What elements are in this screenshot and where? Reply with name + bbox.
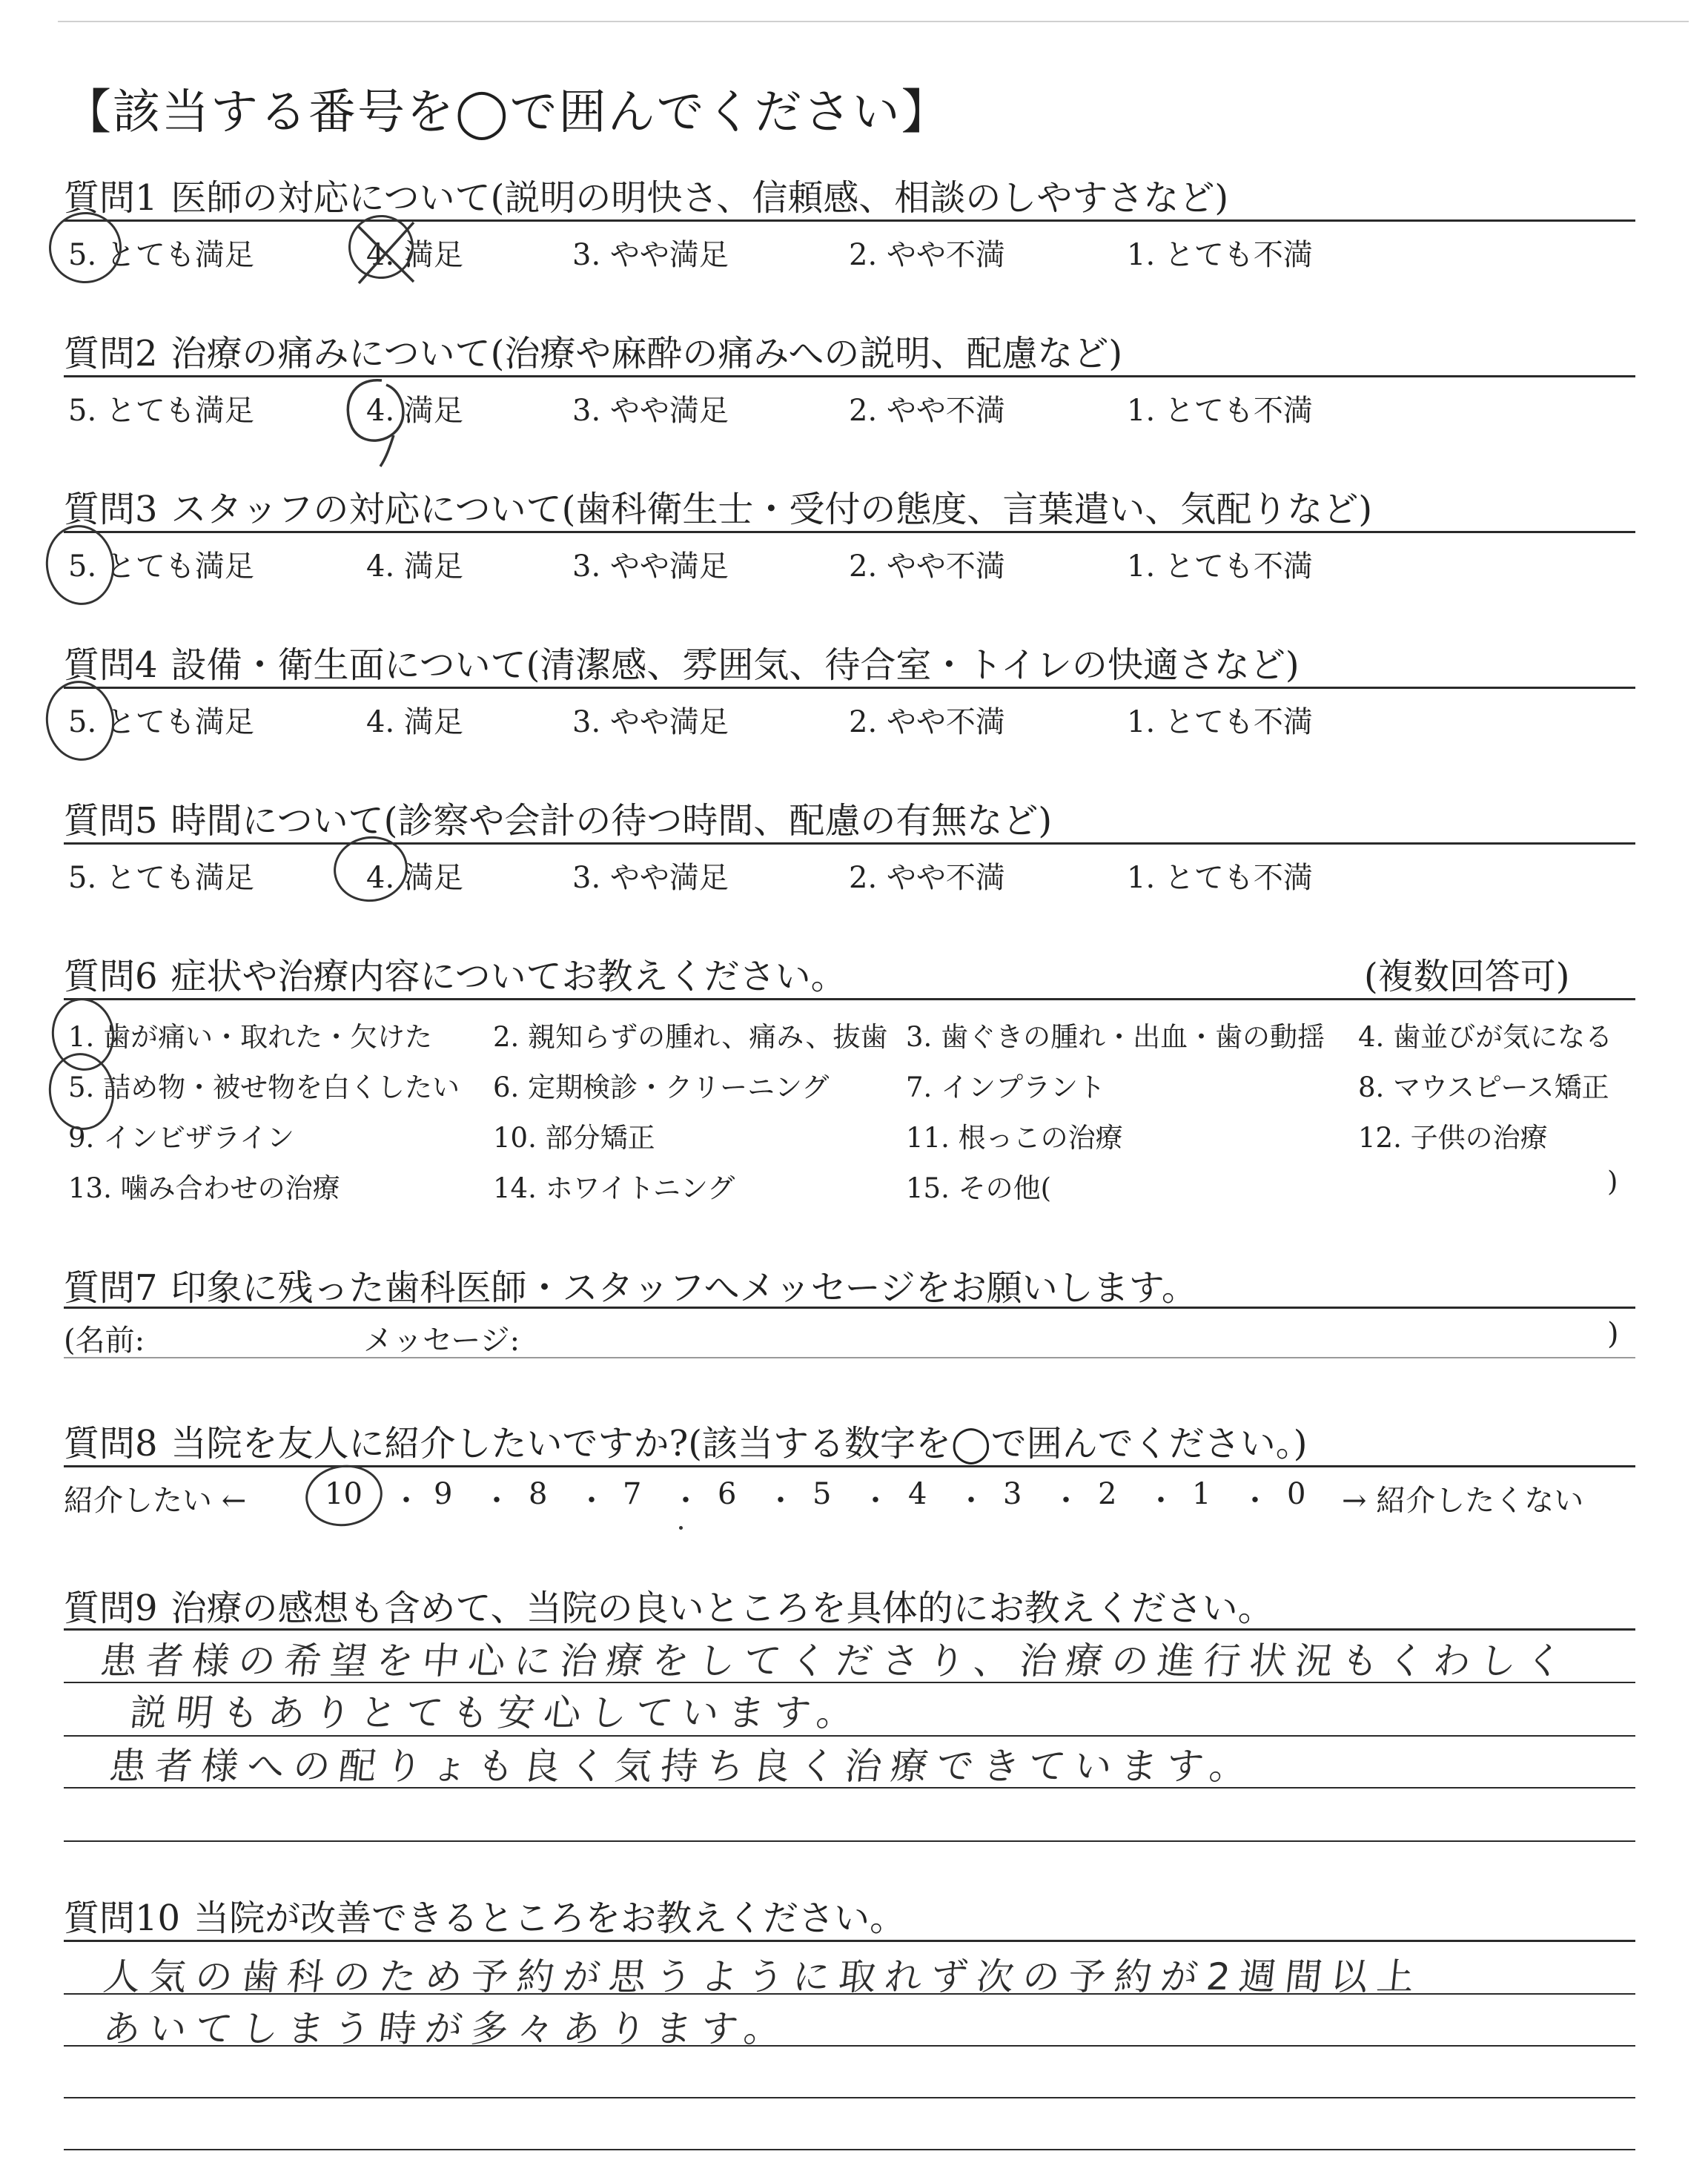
q8-circle-mark bbox=[302, 1460, 386, 1531]
question-6-rule bbox=[64, 998, 1635, 1000]
q6-option-1[interactable]: 1. 歯が痛い・取れた・欠けた bbox=[68, 1021, 433, 1053]
question-1-rule bbox=[64, 219, 1635, 222]
q8-scale-4[interactable]: 4 bbox=[908, 1477, 927, 1511]
q6-option-2[interactable]: 2. 親知らずの腫れ、痛み、抜歯 bbox=[493, 1021, 888, 1053]
question-2-rule bbox=[64, 375, 1635, 377]
q8-scale-0[interactable]: 0 bbox=[1287, 1477, 1306, 1511]
q1-option-1[interactable]: 1. とても不満 bbox=[1127, 238, 1313, 272]
question-6-note: (複数回答可) bbox=[1364, 956, 1570, 997]
question-2-title bbox=[64, 325, 1122, 376]
q8-scale-sep: ・ bbox=[1051, 1484, 1081, 1518]
question-7-number: 質問7 bbox=[64, 1267, 158, 1309]
q2-option-3[interactable]: 3. やや満足 bbox=[572, 394, 729, 428]
question-6-text: 症状や治療内容についてお教えください。 bbox=[171, 956, 847, 997]
question-5-number: 質問5 bbox=[64, 800, 158, 842]
q10-answer-line-2-text: あいてしまう時が多々あります。 bbox=[101, 2007, 792, 2050]
q1-cross-mark bbox=[348, 217, 423, 291]
question-10-rule bbox=[64, 1940, 1635, 1942]
q7-name-label: (名前: bbox=[64, 1324, 145, 1358]
question-10-title bbox=[64, 1889, 905, 1941]
question-8-title bbox=[64, 1415, 1307, 1466]
question-2-text: 治療の痛みについて(治療や麻酔の痛みへの説明、配慮など) bbox=[171, 333, 1123, 374]
question-8-rule bbox=[64, 1465, 1635, 1467]
question-5-rule bbox=[64, 842, 1635, 845]
q8-scale-sep: ・ bbox=[391, 1484, 421, 1518]
q5-option-3[interactable]: 3. やや満足 bbox=[572, 861, 729, 895]
q6-option-12[interactable]: 12. 子供の治療 bbox=[1358, 1122, 1548, 1154]
q6-option-3[interactable]: 3. 歯ぐきの腫れ・出血・歯の動揺 bbox=[906, 1021, 1325, 1053]
question-8-text: 当院を友人に紹介したいですか?(該当する数字を◯で囲んでください。) bbox=[171, 1423, 1308, 1464]
q6-option-10[interactable]: 10. 部分矯正 bbox=[493, 1122, 655, 1154]
q9-answer-line-2-text: 説明もありとても安心しています。 bbox=[128, 1691, 865, 1734]
q6-option-8[interactable]: 8. マウスピース矯正 bbox=[1358, 1071, 1609, 1103]
q2-option-5[interactable]: 5. とても満足 bbox=[68, 394, 254, 428]
question-6-number: 質問6 bbox=[64, 956, 158, 997]
q4-option-4[interactable]: 4. 満足 bbox=[366, 705, 463, 739]
q2-option-4[interactable]: 4. 満足 bbox=[366, 394, 463, 428]
q5-option-2[interactable]: 2. やや不満 bbox=[849, 861, 1005, 895]
q3-option-5[interactable]: 5. とても満足 bbox=[68, 549, 254, 584]
question-5-text: 時間について(診察や会計の待つ時間、配慮の有無など) bbox=[171, 800, 1053, 842]
question-4-text: 設備・衛生面について(清潔感、雰囲気、待合室・トイレの快適さなど) bbox=[171, 644, 1300, 686]
q4-option-3[interactable]: 3. やや満足 bbox=[572, 705, 729, 739]
q8-scale-5[interactable]: 5 bbox=[812, 1477, 832, 1511]
q5-option-5[interactable]: 5. とても満足 bbox=[68, 861, 254, 895]
q8-scale-sep: ・ bbox=[671, 1484, 701, 1518]
page-header: 【該当する番号を◯で囲んでください】 bbox=[64, 85, 950, 140]
q9-answer-line-3-text: 患者様への配りょも良く気持ち良く治療できています。 bbox=[107, 1745, 1258, 1788]
q8-scale-2[interactable]: 2 bbox=[1098, 1477, 1117, 1511]
q9-answer-line-4 bbox=[64, 1840, 1635, 1842]
q4-circle-mark bbox=[41, 676, 119, 765]
q7-message-label: メッセージ: bbox=[363, 1324, 520, 1358]
q3-circle-mark bbox=[41, 521, 119, 610]
q6-option-9[interactable]: 9. インビザライン bbox=[68, 1122, 294, 1154]
q8-left-label: 紹介したい ← bbox=[64, 1484, 247, 1518]
q8-scale-sep: ・ bbox=[861, 1484, 890, 1518]
q1-option-4[interactable]: 4. 満足 bbox=[366, 238, 463, 272]
q6-option-11[interactable]: 11. 根っこの治療 bbox=[906, 1122, 1123, 1154]
top-border bbox=[58, 21, 1689, 22]
q4-option-1[interactable]: 1. とても不満 bbox=[1127, 705, 1313, 739]
q8-scale-9[interactable]: 9 bbox=[434, 1477, 453, 1511]
question-7-rule bbox=[64, 1307, 1635, 1309]
stray-dot bbox=[679, 1526, 683, 1530]
q2-option-2[interactable]: 2. やや不満 bbox=[849, 394, 1005, 428]
question-7-title bbox=[64, 1259, 1197, 1310]
question-4-number: 質問4 bbox=[64, 644, 158, 686]
question-1-number: 質問1 bbox=[64, 177, 158, 219]
question-10-text: 当院が改善できるところをお教えください。 bbox=[193, 1898, 906, 1939]
q4-option-2[interactable]: 2. やや不満 bbox=[849, 705, 1005, 739]
q6-option-7[interactable]: 7. インプラント bbox=[906, 1071, 1106, 1103]
q3-option-3[interactable]: 3. やや満足 bbox=[572, 549, 729, 584]
q8-scale-sep: ・ bbox=[577, 1484, 606, 1518]
q7-close-paren: ) bbox=[1607, 1317, 1619, 1351]
q2-option-1[interactable]: 1. とても不満 bbox=[1127, 394, 1313, 428]
question-6-title bbox=[64, 948, 847, 999]
question-4-rule bbox=[64, 687, 1635, 689]
q6-option-15[interactable]: 15. その他( bbox=[906, 1172, 1052, 1204]
q3-option-4[interactable]: 4. 満足 bbox=[366, 549, 463, 584]
q8-scale-7[interactable]: 7 bbox=[623, 1477, 642, 1511]
q6-option-13[interactable]: 13. 噛み合わせの治療 bbox=[68, 1172, 340, 1204]
q8-scale-3[interactable]: 3 bbox=[1003, 1477, 1022, 1511]
q8-scale-1[interactable]: 1 bbox=[1192, 1477, 1211, 1511]
question-3-text: スタッフの対応について(歯科衛生士・受付の態度、言葉遣い、気配りなど) bbox=[171, 489, 1373, 530]
q1-option-5[interactable]: 5. とても満足 bbox=[68, 238, 254, 272]
question-8-number: 質問8 bbox=[64, 1423, 158, 1464]
q6-option-4[interactable]: 4. 歯並びが気になる bbox=[1358, 1021, 1613, 1053]
q6-option-5[interactable]: 5. 詰め物・被せ物を白くしたい bbox=[68, 1071, 460, 1103]
q8-scale-8[interactable]: 8 bbox=[529, 1477, 548, 1511]
q10-answer-line-3 bbox=[64, 2097, 1635, 2098]
q10-answer-line-4 bbox=[64, 2149, 1635, 2150]
q8-scale-10[interactable]: 10 bbox=[325, 1477, 363, 1511]
q3-option-1[interactable]: 1. とても不満 bbox=[1127, 549, 1313, 584]
q4-option-5[interactable]: 5. とても満足 bbox=[68, 705, 254, 739]
question-3-title bbox=[64, 480, 1372, 532]
question-7-text: 印象に残った歯科医師・スタッフへメッセージをお願いします。 bbox=[171, 1267, 1197, 1309]
q1-option-3[interactable]: 3. やや満足 bbox=[572, 238, 729, 272]
q6-option-6[interactable]: 6. 定期検診・クリーニング bbox=[493, 1071, 830, 1103]
q9-answer-line-1-text: 患者様の希望を中心に治療をしてくださり、治療の進行状況もくわしく bbox=[98, 1639, 1574, 1682]
question-3-number: 質問3 bbox=[64, 489, 158, 530]
q8-scale-sep: ・ bbox=[956, 1484, 986, 1518]
q7-answer-line[interactable] bbox=[64, 1357, 1635, 1358]
question-9-rule bbox=[64, 1628, 1635, 1631]
question-9-title bbox=[64, 1579, 1274, 1631]
question-9-text: 治療の感想も含めて、当院の良いところを具体的にお教えください。 bbox=[171, 1588, 1274, 1629]
q8-scale-sep: ・ bbox=[1146, 1484, 1176, 1518]
question-3-rule bbox=[64, 531, 1635, 533]
q8-scale-sep: ・ bbox=[482, 1484, 512, 1518]
question-4-title bbox=[64, 636, 1300, 687]
q8-right-label: → 紹介したくない bbox=[1342, 1484, 1584, 1518]
question-2-number: 質問2 bbox=[64, 333, 158, 374]
q6-option-14[interactable]: 14. ホワイトニング bbox=[493, 1172, 735, 1204]
question-1-title bbox=[64, 169, 1228, 220]
q1-option-2[interactable]: 2. やや不満 bbox=[849, 238, 1005, 272]
q8-scale-sep: ・ bbox=[766, 1484, 795, 1518]
question-9-number: 質問9 bbox=[64, 1588, 158, 1629]
q6-option-15-close: ) bbox=[1607, 1166, 1618, 1198]
q10-answer-line-1-text: 人気の歯科のため予約が思うように取れず次の予約が2週間以上 bbox=[101, 1955, 1426, 1998]
q8-scale-sep: ・ bbox=[1240, 1484, 1270, 1518]
question-5-title bbox=[64, 792, 1052, 843]
question-1-text: 医師の対応について(説明の明快さ、信頼感、相談のしやすさなど) bbox=[171, 177, 1229, 219]
q8-scale-6[interactable]: 6 bbox=[718, 1477, 737, 1511]
q2-circle-mark bbox=[337, 374, 419, 471]
q5-option-4[interactable]: 4. 満足 bbox=[366, 861, 463, 895]
q3-option-2[interactable]: 2. やや不満 bbox=[849, 549, 1005, 584]
question-10-number: 質問10 bbox=[64, 1898, 181, 1939]
q5-option-1[interactable]: 1. とても不満 bbox=[1127, 861, 1313, 895]
